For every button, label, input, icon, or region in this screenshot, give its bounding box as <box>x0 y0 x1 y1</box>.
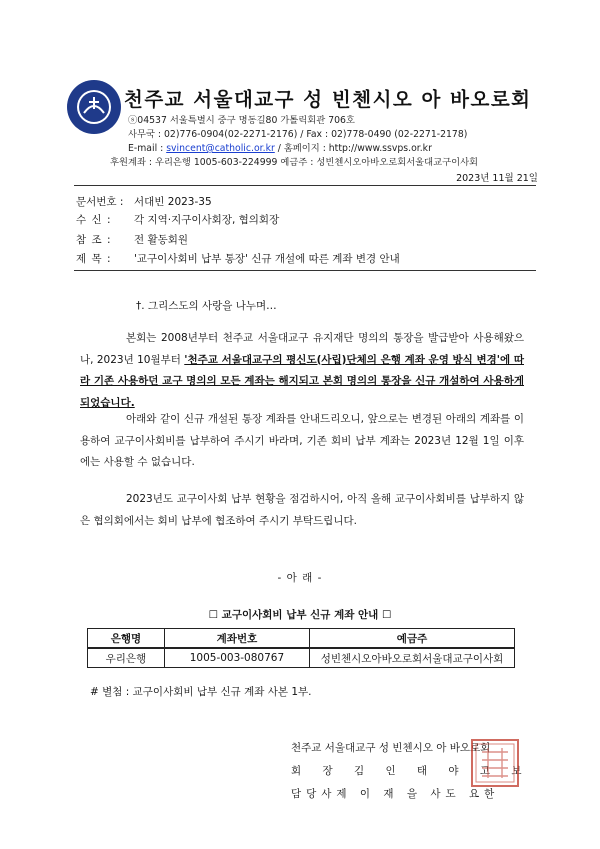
signature-president: 회 장 김 인 태 야 고 보 <box>291 765 531 777</box>
divider <box>74 270 536 271</box>
email-link[interactable]: svincent@catholic.or.kr <box>166 143 275 154</box>
org-title: 천주교 서울대교구 성 빈첸시오 아 바오로회 <box>124 88 532 111</box>
attachment-note: # 별첨 : 교구이사회비 납부 신규 계좌 사본 1부. <box>90 686 312 698</box>
divider <box>74 185 536 186</box>
society-logo <box>66 79 122 135</box>
p2-text: 아래와 같이 신규 개설된 통장 계좌를 안내드리오니, 앞으로는 변경된 아래의 계좌를 이용하여 교구이사회비를 납부하여 주시기 바라며, 기존 회비 납부 계좌는 2023년 12월 1일 이후에는 사용할 수 없습니다. <box>80 413 524 468</box>
col-holder: 예금주 <box>310 629 515 649</box>
cc-label: 참 조 : <box>76 234 112 246</box>
to-label: 수 신 : <box>76 214 112 226</box>
recipient: 각 지역·지구이사회장, 협의회장 <box>134 214 280 226</box>
below-heading: - 아 래 - <box>277 572 323 584</box>
col-account-no: 계좌번호 <box>164 629 309 649</box>
p3-text: 2023년도 교구이사회 납부 현황을 점검하시어, 아직 올해 교구이사회비를 납부하지 않은 협의회에서는 회비 납부에 협조하여 주시기 부탁드립니다. <box>80 493 524 527</box>
paragraph-3 <box>80 489 524 532</box>
col-bank: 은행명 <box>88 629 165 649</box>
document-date: 2023년 11월 21일 <box>456 173 538 184</box>
paragraph-2 <box>80 409 524 474</box>
email-label: E-mail : <box>128 143 167 154</box>
table-row <box>88 648 515 668</box>
holder-cell: 성빈첸시오아바오로회서울대교구이사회 <box>310 648 515 668</box>
signature-org: 천주교 서울대교구 성 빈첸시오 아 바오로회 <box>291 742 491 754</box>
paragraph-1 <box>80 328 524 414</box>
phone-fax: 사무국 : 02)776-0904(02-2271-2176) / Fax : 02)778-0490 (02-2271-2178) <box>128 129 468 140</box>
table-title: ☐ 교구이사회비 납부 신규 계좌 안내 ☐ <box>208 609 392 621</box>
doc-no-label: 문서번호 : <box>76 196 124 208</box>
bank-cell: 우리은행 <box>88 648 165 668</box>
signature-director: 담당사제 이 재 을 사도 요한 <box>291 788 500 800</box>
contact-line <box>128 140 432 154</box>
homepage: / 홈페이지 : http://www.ssvps.or.kr <box>274 143 432 154</box>
greeting: †. 그리스도의 사랑을 나누며… <box>136 300 277 312</box>
donation-account: 후원계좌 : 우리은행 1005-603-224999 예금주 : 성빈첸시오아바오로회서울대교구이사회 <box>110 157 479 168</box>
address: ⓢ04537 서울특별시 중구 명동길80 가톨릭회관 706호 <box>128 115 355 126</box>
doc-no: 서대빈 2023-35 <box>134 196 212 208</box>
cc: 전 활동회원 <box>134 234 189 246</box>
p1-emphasis: '천주교 서울대교구의 평신도(사립)단체의 은행 계좌 운영 방식 변경'에 따라 기존 사용하던 교구 명의의 모든 계좌는 해지되고 본회 명의의 통장을 신규 개설하여 사용하게 되었습니다. <box>80 353 524 409</box>
subject: '교구이사회비 납부 통장' 신규 개설에 따른 계좌 변경 안내 <box>134 253 400 265</box>
p1-text: 본회는 2008년부터 천주교 서울대교구 유지재단 명의의 통장을 발급받아 사용해왔으나, 2023년 10월부터 <box>80 332 524 366</box>
table-header-row <box>88 629 515 649</box>
account-table <box>87 628 515 668</box>
subject-label: 제 목 : <box>76 253 112 265</box>
official-seal <box>470 738 520 788</box>
account-no-cell: 1005-003-080767 <box>164 648 309 668</box>
